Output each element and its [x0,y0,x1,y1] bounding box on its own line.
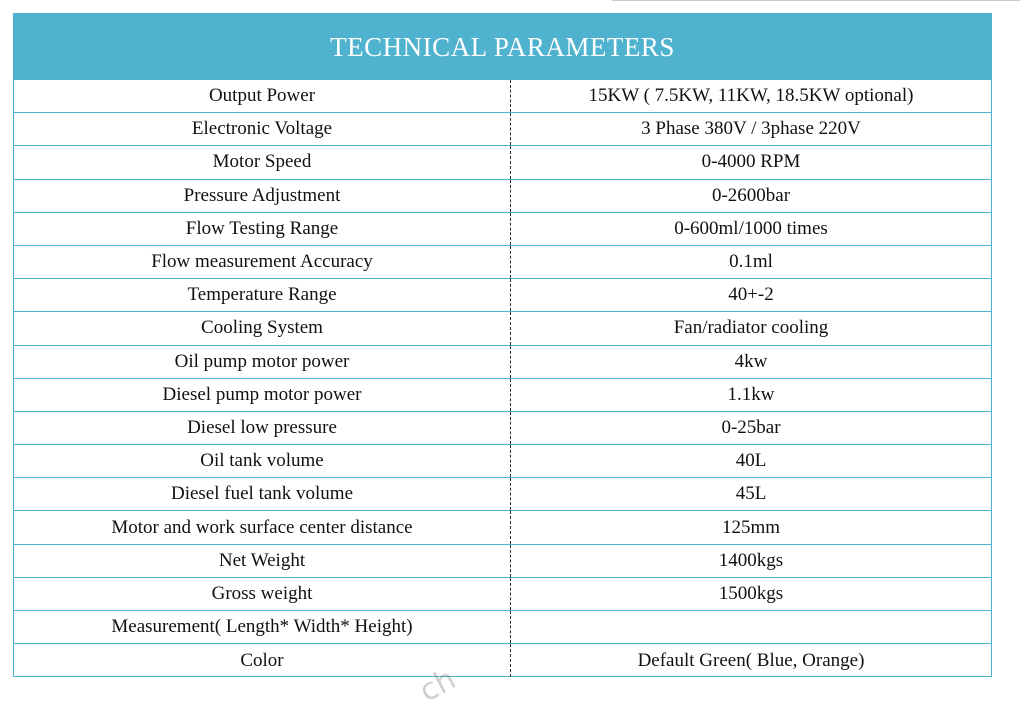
param-name: Motor and work surface center distance [14,511,511,543]
table-row [14,180,991,213]
param-name: Pressure Adjustment [14,180,511,212]
param-value: 125mm [721,516,781,538]
technical-parameters-table [13,13,992,677]
param-value: 0-25bar [721,416,781,438]
table-title: TECHNICAL PARAMETERS [14,14,991,80]
table-row [14,213,991,246]
table-row [14,346,991,379]
param-value: 1500kgs [718,582,784,604]
table-row [14,246,991,279]
param-name: Color [14,644,511,677]
param-value: 4kw [734,350,768,372]
param-value: Fan/radiator cooling [673,317,829,339]
param-name: Oil pump motor power [14,346,511,378]
table-row [14,412,991,445]
table-row [14,146,991,179]
param-name: Electronic Voltage [14,113,511,145]
param-name: Cooling System [14,312,511,344]
watermark-text: ch [413,661,462,709]
table-row [14,312,991,345]
param-value: 1400kgs [718,549,784,571]
table-body [14,80,991,677]
param-name: Diesel low pressure [14,412,511,444]
param-name: Motor Speed [14,146,511,178]
table-row [14,279,991,312]
param-value: 15KW ( 7.5KW, 11KW, 18.5KW optional) [588,85,914,107]
table-row [14,578,991,611]
param-value: 0-2600bar [711,184,791,206]
param-name: Flow measurement Accuracy [14,246,511,278]
table-row [14,644,991,677]
param-value: Default Green( Blue, Orange) [637,649,865,671]
param-name: Diesel pump motor power [14,379,511,411]
param-value: 1.1kw [727,383,775,405]
param-value [511,611,991,643]
table-row [14,478,991,511]
table-row [14,611,991,644]
param-name: Oil tank volume [14,445,511,477]
param-name: Temperature Range [14,279,511,311]
top-divider-line [612,0,1020,1]
table-row [14,80,991,113]
table-row [14,445,991,478]
param-name: Diesel fuel tank volume [14,478,511,510]
param-name: Gross weight [14,578,511,610]
table-row [14,511,991,544]
table-row [14,113,991,146]
param-value: 0-4000 RPM [701,151,801,173]
param-name: Net Weight [14,545,511,577]
table-row [14,379,991,412]
param-value: 40L [735,450,767,472]
param-name: Output Power [14,80,511,112]
param-value: 40+-2 [728,284,774,306]
param-value: 3 Phase 380V / 3phase 220V [641,118,861,140]
table-row [14,545,991,578]
param-value: 0.1ml [729,251,773,273]
param-name: Measurement( Length* Width* Height) [14,611,511,643]
param-value: 45L [735,483,767,505]
param-name: Flow Testing Range [14,213,511,245]
param-value: 0-600ml/1000 times [674,217,828,239]
